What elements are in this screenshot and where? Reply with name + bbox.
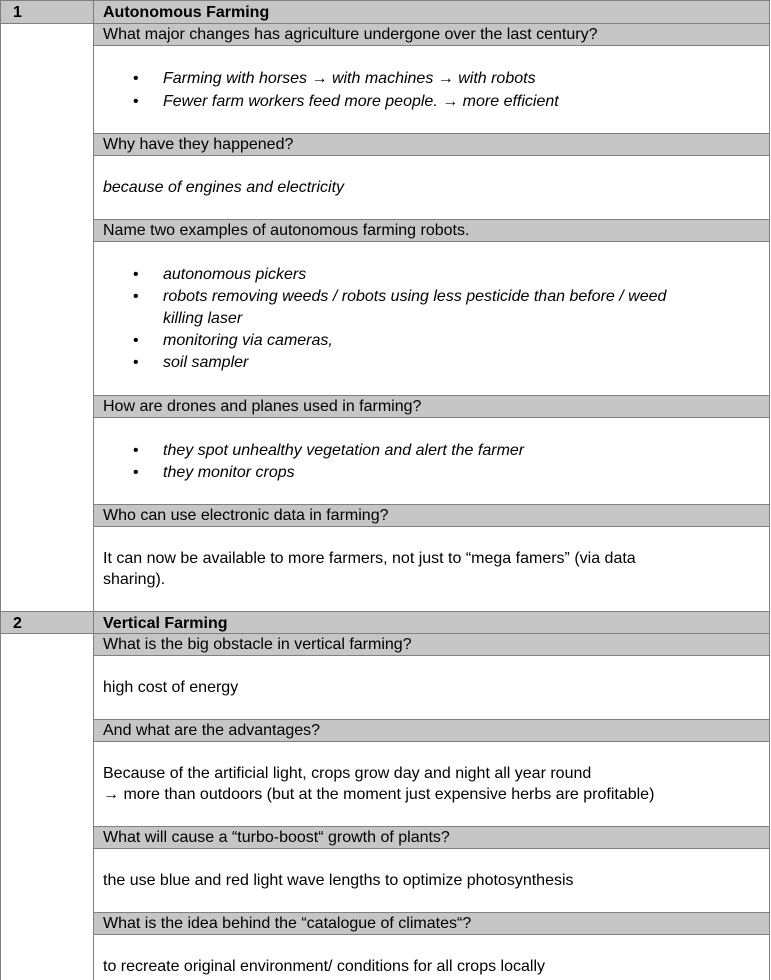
answer-text: high cost of energy — [103, 679, 239, 696]
section-number: 1 — [13, 4, 22, 21]
row-line — [94, 395, 770, 396]
row-line — [94, 526, 770, 527]
answer-bullet: • autonomous pickers — [163, 265, 306, 285]
row-line — [94, 912, 770, 913]
row-line — [94, 504, 770, 505]
answer-bullet: • they spot unhealthy vegetation and alert the farmer — [163, 441, 524, 461]
question-text: What major changes has agriculture undergone over the last century? — [103, 26, 598, 43]
question-text: What will cause a “turbo-boost“ growth of plants? — [103, 829, 450, 846]
question-text: What is the idea behind the “catalogue of climates“? — [103, 915, 472, 932]
answer-bullet-continuation: killing laser — [163, 310, 243, 327]
row-line — [94, 219, 770, 220]
question-text: And what are the advantages? — [103, 722, 321, 739]
table-border-left — [0, 0, 1, 980]
row-line — [0, 23, 770, 24]
answer-text: to recreate original environment/ conditions for all crops locally — [103, 958, 545, 975]
answer-text: → more than outdoors (but at the moment just expensive herbs are profitable) — [103, 786, 655, 803]
row-line — [94, 826, 770, 827]
table-border-right — [769, 0, 770, 980]
row-line — [94, 133, 770, 134]
question-text: How are drones and planes used in farming? — [103, 398, 422, 415]
answer-bullet: • monitoring via cameras, — [163, 331, 333, 351]
row-line — [94, 45, 770, 46]
answer-bullet: • soil sampler — [163, 353, 248, 373]
section-number: 2 — [13, 615, 22, 632]
row-line — [94, 241, 770, 242]
answer-bullet: • Farming with horses → with machines → with robots — [163, 69, 536, 89]
question-text: What is the big obstacle in vertical farming? — [103, 636, 412, 653]
column-divider — [93, 0, 94, 980]
answer-bullet: • they monitor crops — [163, 463, 295, 483]
answer-text: Because of the artificial light, crops grow day and night all year round — [103, 765, 592, 782]
question-text: Who can use electronic data in farming? — [103, 507, 389, 524]
answer-text: It can now be available to more farmers, not just to “mega famers” (via data — [103, 550, 636, 567]
row-line — [0, 611, 770, 612]
section-title: Vertical Farming — [103, 615, 228, 632]
row-line — [0, 0, 770, 1]
row-line — [94, 741, 770, 742]
row-line — [94, 848, 770, 849]
answer-bullet: • robots removing weeds / robots using less pesticide than before / weed — [163, 287, 666, 307]
answer-text: because of engines and electricity — [103, 179, 345, 196]
section-title: Autonomous Farming — [103, 4, 270, 21]
question-text: Why have they happened? — [103, 136, 294, 153]
row-line — [94, 155, 770, 156]
answer-text: sharing). — [103, 571, 166, 588]
row-line — [94, 417, 770, 418]
answer-bullet: • Fewer farm workers feed more people. → more efficient — [163, 92, 559, 112]
row-line — [94, 719, 770, 720]
row-line — [94, 934, 770, 935]
answer-text: the use blue and red light wave lengths to optimize photosynthesis — [103, 872, 574, 889]
question-text: Name two examples of autonomous farming robots. — [103, 222, 470, 239]
row-line — [94, 655, 770, 656]
